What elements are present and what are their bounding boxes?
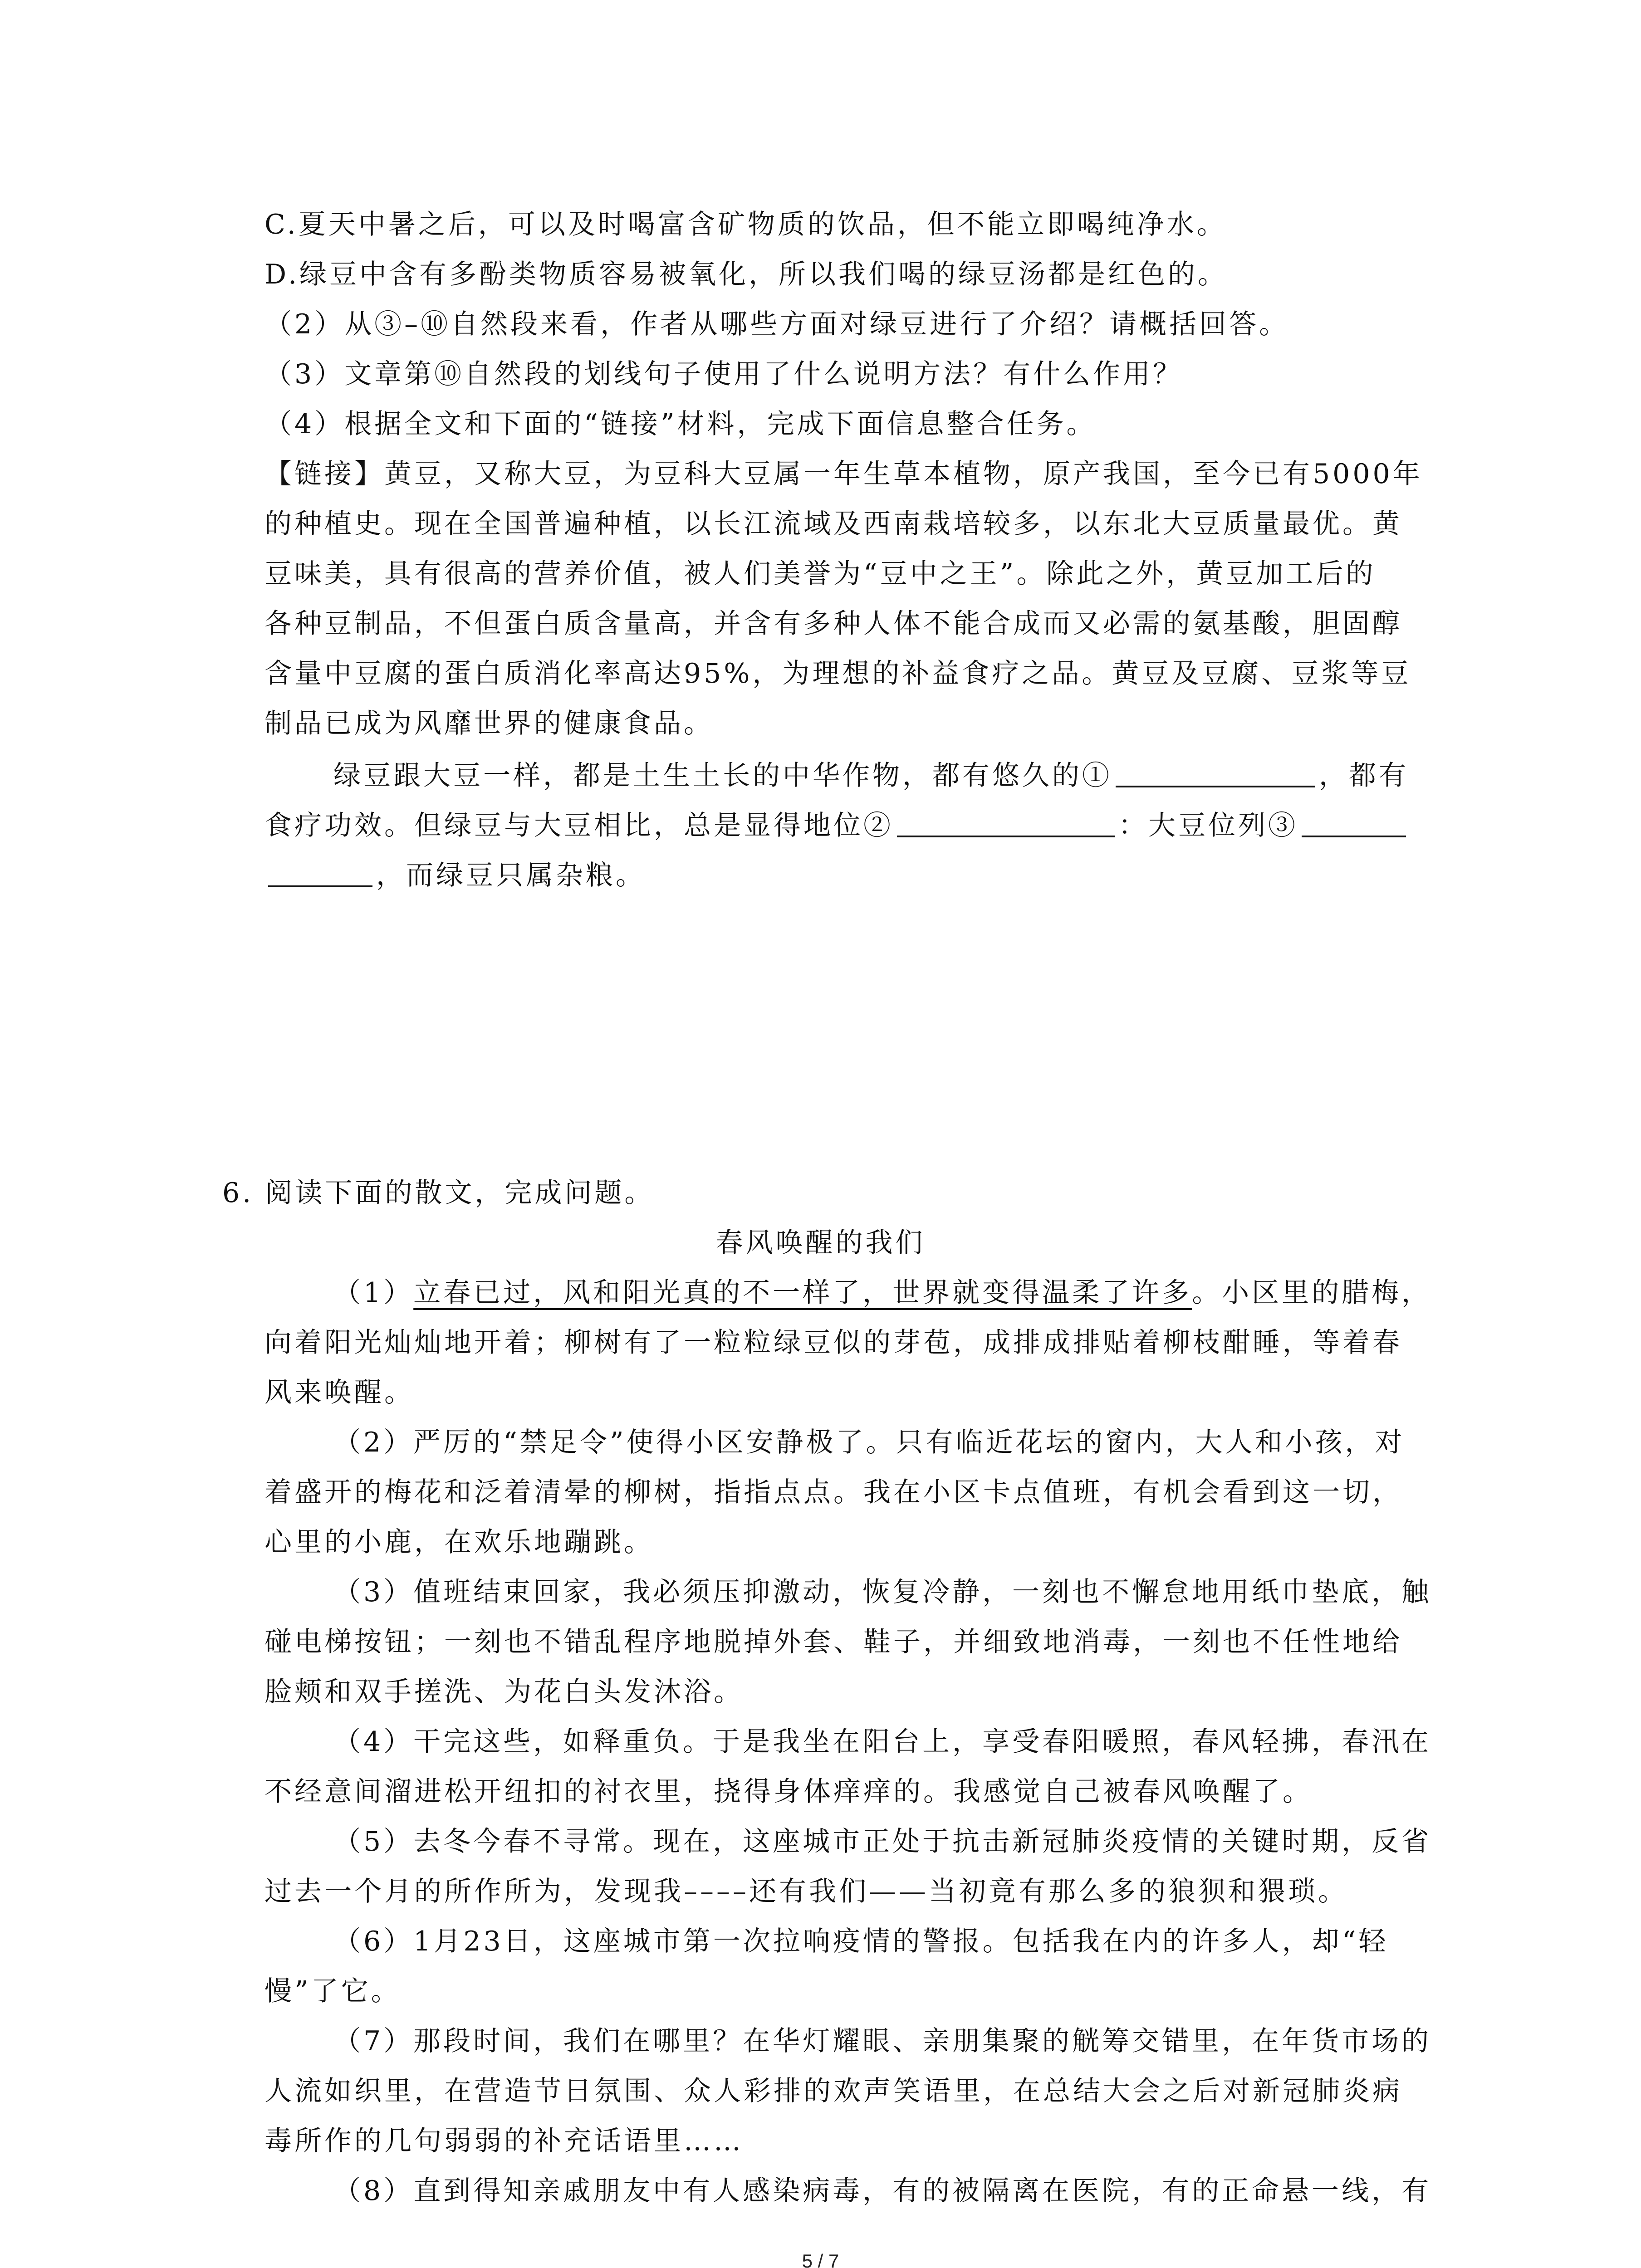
fill-text: ，都有 xyxy=(1319,760,1409,792)
option-c: C.夏天中暑之后，可以及时喝富含矿物质的饮品，但不能立即喝纯净水。 xyxy=(265,209,1227,240)
link-paragraph-line: 的种植史。现在全国普遍种植，以长江流域及西南栽培较多，以东北大豆质量最优。黄 xyxy=(265,508,1402,540)
link-paragraph-line: 【链接】黄豆，又称大豆，为豆科大豆属一年生草本植物，原产我国，至今已有5000年 xyxy=(265,458,1423,490)
essay-line: （8）直到得知亲戚朋友中有人感染病毒，有的被隔离在医院，有的正命悬一线，有 xyxy=(333,2175,1432,2207)
fill-text: 绿豆跟大豆一样，都是土生土长的中华作物，都有悠久的① xyxy=(333,760,1112,792)
answer-blank-3-cont[interactable] xyxy=(268,858,372,887)
essay-line: （4）干完这些，如释重负。于是我坐在阳台上，享受春阳暖照，春风轻拂，春汛在 xyxy=(333,1726,1432,1758)
essay-line: 人流如织里，在营造节日氛围、众人彩排的欢声笑语里，在总结大会之后对新冠肺炎病 xyxy=(265,2075,1402,2107)
essay-line: 向着阳光灿灿地开着；柳树有了一粒粒绿豆似的芽苞，成排成排贴着柳枝酣睡，等着春 xyxy=(265,1327,1402,1359)
essay-line: 风来唤醒。 xyxy=(265,1377,414,1408)
essay-line: 心里的小鹿，在欢乐地蹦跳。 xyxy=(265,1526,654,1558)
essay-line: （3）值班结束回家，我必须压抑激动，恢复冷静，一刻也不懈怠地用纸巾垫底，触 xyxy=(333,1576,1432,1608)
para-number: （1） xyxy=(333,1277,414,1309)
essay-line: （7）那段时间，我们在哪里？在华灯耀眼、亲朋集聚的觥筹交错里，在年货市场的 xyxy=(333,2025,1432,2057)
essay-text: 。小区里的腊梅， xyxy=(1192,1277,1432,1309)
link-paragraph-line: 各种豆制品，不但蛋白质含量高，并含有多种人体不能合成而又必需的氨基酸，胆固醇 xyxy=(265,608,1402,640)
essay-line: （6）1月23日，这座城市第一次拉响疫情的警报。包括我在内的许多人，却“轻 xyxy=(333,1926,1389,1957)
essay-line: 慢”了它。 xyxy=(265,1975,401,2007)
essay-line xyxy=(333,1275,1431,1311)
fill-task-line-1 xyxy=(333,758,1409,794)
link-paragraph-line: 豆味美，具有很高的营养价值，被人们美誉为“豆中之王”。除此之外，黄豆加工后的 xyxy=(265,558,1376,590)
answer-blank-3[interactable] xyxy=(1302,808,1406,837)
essay-line: 碰电梯按钮；一刻也不错乱程序地脱掉外套、鞋子，并细致地消毒，一刻也不任性地给 xyxy=(265,1626,1402,1658)
fill-task-line-2 xyxy=(265,807,1410,844)
fill-text: 食疗功效。但绿豆与大豆相比，总是显得地位② xyxy=(265,810,893,841)
fill-task-line-3 xyxy=(265,857,646,894)
question-2: （2）从③–⑩自然段来看，作者从哪些方面对绿豆进行了介绍？请概括回答。 xyxy=(265,308,1289,340)
fill-text: ：大豆位列③ xyxy=(1118,810,1298,841)
question-4: （4）根据全文和下面的“链接”材料，完成下面信息整合任务。 xyxy=(265,408,1097,440)
essay-line: （2）严厉的“禁足令”使得小区安静极了。只有临近花坛的窗内，大人和小孩，对 xyxy=(333,1427,1405,1458)
essay-line: 着盛开的梅花和泛着清晕的柳树，指指点点。我在小区卡点值班，有机会看到这一切， xyxy=(265,1476,1402,1508)
essay-line: 不经意间溜进松开纽扣的衬衣里，挠得身体痒痒的。我感觉自己被春风唤醒了。 xyxy=(265,1776,1313,1808)
page-number: 5 / 7 xyxy=(802,2250,839,2268)
essay-line: （5）去冬今春不寻常。现在，这座城市正处于抗击新冠肺炎疫情的关键时期，反省 xyxy=(333,1826,1432,1857)
essay-line: 过去一个月的所作所为，发现我––––还有我们——当初竟有那么多的狼狈和猥琐。 xyxy=(265,1876,1348,1907)
question-6-prompt: 6. 阅读下面的散文，完成问题。 xyxy=(222,1177,655,1209)
essay-line: 毒所作的几句弱弱的补充话语里…… xyxy=(265,2125,744,2157)
question-3: （3）文章第⑩自然段的划线句子使用了什么说明方法？有什么作用？ xyxy=(265,358,1183,390)
underlined-sentence: 立春已过，风和阳光真的不一样了，世界就变得温柔了许多 xyxy=(413,1277,1192,1309)
link-paragraph-line: 制品已成为风靡世界的健康食品。 xyxy=(265,708,714,739)
essay-title: 春风唤醒的我们 xyxy=(715,1227,926,1259)
essay-line: 脸颊和双手搓洗、为花白头发沐浴。 xyxy=(265,1676,744,1708)
fill-text: ，而绿豆只属杂粮。 xyxy=(376,860,646,891)
answer-blank-1[interactable] xyxy=(1116,758,1315,787)
answer-blank-2[interactable] xyxy=(897,808,1115,837)
option-d: D.绿豆中含有多酚类物质容易被氧化，所以我们喝的绿豆汤都是红色的。 xyxy=(265,259,1228,290)
link-paragraph-line: 含量中豆腐的蛋白质消化率高达95%，为理想的补益食疗之品。黄豆及豆腐、豆浆等豆 xyxy=(265,658,1411,689)
